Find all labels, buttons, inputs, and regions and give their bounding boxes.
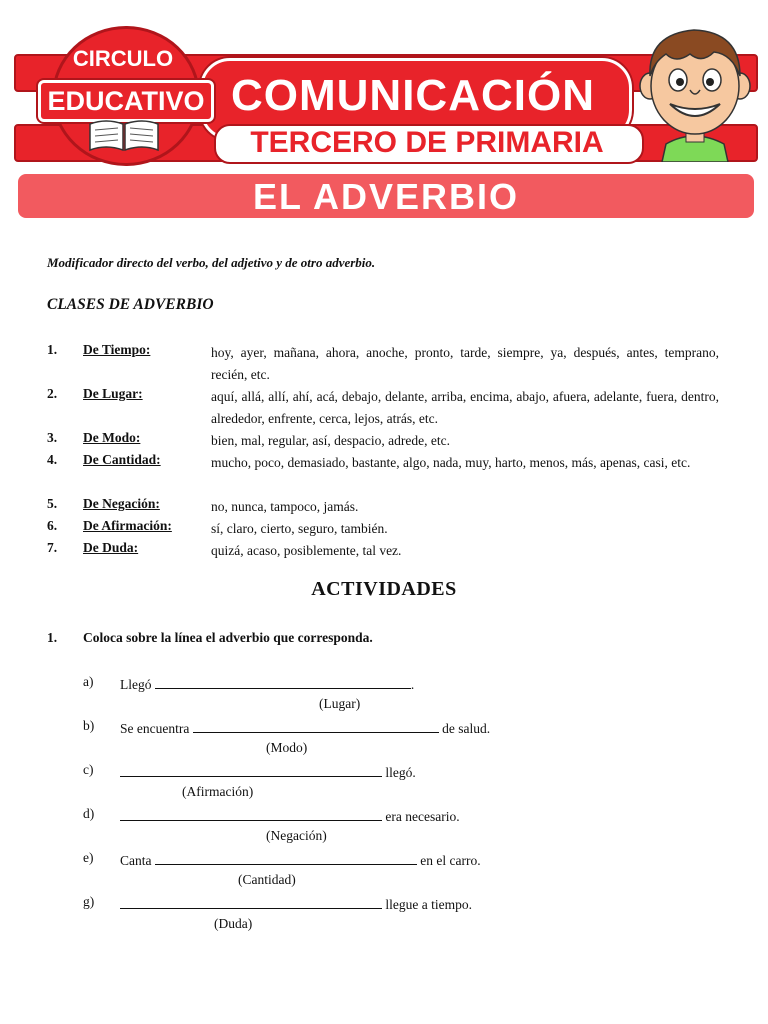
exercise-line	[120, 762, 416, 781]
exercise-line	[120, 806, 460, 825]
item-letter: e)	[83, 850, 94, 865]
lesson-title: EL ADVERBIO	[252, 176, 520, 217]
class-name: De Cantidad:	[83, 452, 161, 467]
text-after: de salud.	[442, 721, 491, 736]
class-name: De Modo:	[83, 430, 141, 445]
class-examples: quizá, acaso, posiblemente, tal vez.	[211, 543, 402, 558]
adverb-definition: Modificador directo del verbo, del adjetivo y de otro adverbio.	[47, 255, 376, 270]
item-hint: (Negación)	[266, 828, 327, 843]
smiling-boy-icon	[636, 24, 754, 162]
text-after: .	[410, 677, 415, 692]
open-book-icon	[86, 118, 162, 152]
answer-blank[interactable]	[120, 806, 382, 821]
exercise-instruction: Coloca sobre la línea el adverbio que corresponda.	[83, 630, 373, 645]
item-hint: (Afirmación)	[182, 784, 254, 799]
answer-blank[interactable]	[155, 850, 417, 865]
logo-line2: EDUCATIVO	[38, 80, 214, 122]
grade-title: TERCERO DE PRIMARIA	[250, 126, 604, 159]
item-letter: g)	[83, 894, 95, 909]
class-number: 1.	[47, 342, 58, 357]
classes-heading: CLASES DE ADVERBIO	[47, 296, 214, 313]
text-after: llegue a tiempo.	[385, 897, 472, 912]
class-examples: no, nunca, tampoco, jamás.	[211, 499, 359, 514]
class-name: De Duda:	[83, 540, 139, 555]
answer-blank[interactable]	[193, 718, 439, 733]
class-name: De Lugar:	[83, 386, 143, 401]
class-examples: hoy, ayer, mañana, ahora, anoche, pronto, tarde, siempre, ya, después, antes, temprano, recién, etc.	[211, 345, 719, 382]
class-number: 4.	[47, 452, 58, 467]
exercise-line	[120, 850, 481, 869]
class-name: De Negación:	[83, 496, 160, 511]
class-examples: bien, mal, regular, así, despacio, adrede, etc.	[211, 433, 450, 448]
class-name: De Tiempo:	[83, 342, 151, 357]
text-after: en el carro.	[420, 853, 481, 868]
subject-title: COMUNICACIÓN	[231, 71, 595, 120]
activities-heading: ACTIVIDADES	[311, 578, 457, 600]
text-before: Canta	[120, 853, 152, 868]
answer-blank[interactable]	[120, 894, 382, 909]
logo-line1: CIRCULO	[72, 46, 174, 71]
item-hint: (Duda)	[214, 916, 253, 931]
exercise-line	[120, 718, 490, 737]
item-letter: c)	[83, 762, 94, 777]
item-letter: b)	[83, 718, 95, 733]
item-letter: d)	[83, 806, 95, 821]
text-after: era necesario.	[385, 809, 460, 824]
header-banner	[14, 24, 754, 162]
class-number: 7.	[47, 540, 58, 555]
exercise-line	[120, 674, 414, 693]
class-number: 3.	[47, 430, 58, 445]
circulo-educativo-logo	[42, 24, 204, 162]
item-letter: a)	[83, 674, 94, 689]
text-before: Llegó	[120, 677, 152, 692]
text-after: llegó.	[385, 765, 416, 780]
exercise-line	[120, 894, 472, 913]
item-hint: (Cantidad)	[238, 872, 296, 887]
class-number: 6.	[47, 518, 58, 533]
item-hint: (Modo)	[266, 740, 308, 755]
class-number: 5.	[47, 496, 58, 511]
answer-blank[interactable]	[120, 762, 382, 777]
class-name: De Afirmación:	[83, 518, 172, 533]
class-examples: sí, claro, cierto, seguro, también.	[211, 521, 388, 536]
class-number: 2.	[47, 386, 58, 401]
exercise-number: 1.	[47, 630, 58, 645]
class-examples: mucho, poco, demasiado, bastante, algo, nada, muy, harto, menos, más, apenas, casi, etc.	[211, 455, 691, 470]
answer-blank[interactable]	[155, 674, 411, 689]
text-before: Se encuentra	[120, 721, 190, 736]
class-examples: aquí, allá, allí, ahí, acá, debajo, delante, arriba, encima, abajo, afuera, adelante, fuera, dentro, alrededor, enfrente, cerca, lejos, atrás, etc.	[211, 389, 719, 426]
item-hint: (Lugar)	[319, 696, 361, 711]
